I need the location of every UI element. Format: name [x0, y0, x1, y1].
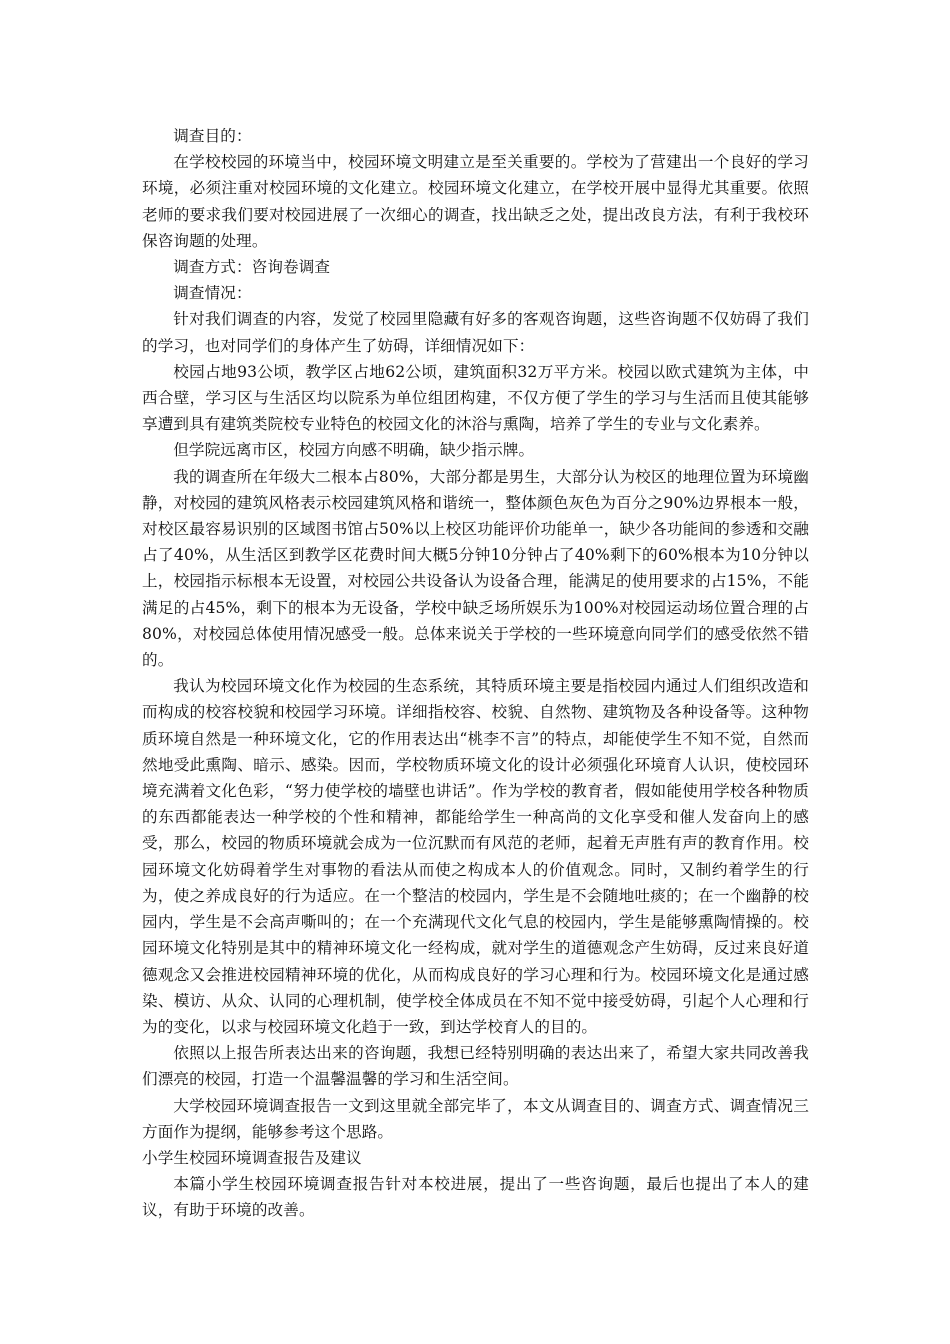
paragraph-survey-results: 我的调查所在年级大二根本占80%，大部分都是男生，大部分认为校区的地理位置为环境幽静，对校园的建筑风格表示校园建筑风格和谐统一，整体颜色灰色为百分之90%边界根本一般，对校区最容易识别的区域图书馆占50%以上校区功能评价功能单一，缺少各功能间的参透和交融占了40%，从生活区到教学区花费时间大概5分钟10分钟占了40%剩下的60%根本为10分钟以上，校园指示标根本无设置，对校园公共设备认为设备合理，能满足的使用要求的占15%，不能满足的占45%，剩下的根本为无设备，学校中缺乏场所娱乐为100%对校园运动场位置合理的占80%，对校园总体使用情况感受一般。总体来说关于学校的一些环境意向同学们的感受依然不错的。: [142, 467, 809, 670]
paragraph-purpose: 在学校校园的环境当中，校园环境文明建立是至关重要的。学校为了营建出一个良好的学习环境，必须注重对校园环境的文化建立。校园环境文化建立，在学校开展中显得尤其重要。依照老师的要求我们要对校园进展了一次细心的调查，找出缺乏之处，提出改良方法，有利于我校环保咨询题的处理。: [142, 153, 809, 250]
section-heading: 小学生校园环境调查报告及建议: [142, 1148, 362, 1167]
paragraph-campus-overview: 校园占地93公顷，教学区占地62公顷，建筑面积32万平方米。校园以欧式建筑为主体，中西合壁，学习区与生活区均以院系为单位组团构建，不仅方便了学生的学习与生活而且使其能够享遭到具有建筑类院校专业特色的校园文化的沐浴与熏陶，培养了学生的专业与文化素养。: [142, 362, 809, 434]
paragraph-location-issue: 但学院远离市区，校园方向感不明确，缺少指示牌。: [173, 441, 535, 460]
document-body: [142, 123, 809, 1224]
section-label-method: 调查方式：咨询卷调查: [173, 258, 331, 277]
paragraph-findings-intro: 针对我们调查的内容，发觉了校园里隐藏有好多的客观咨询题，这些咨询题不仅妨碍了我们的学习，也对同学们的身体产生了妨碍，详细情况如下：: [142, 310, 809, 355]
paragraph-intro-next: 本篇小学生校园环境调查报告针对本校进展，提出了一些咨询题，最后也提出了本人的建议，有助于环境的改善。: [142, 1175, 809, 1220]
paragraph-summary: 大学校园环境调查报告一文到这里就全部完毕了，本文从调查目的、调查方式、调查情况三方面作为提纲，能够参考这个思路。: [142, 1096, 809, 1141]
section-label-situation: 调查情况：: [173, 284, 252, 303]
paragraph-conclusion: 依照以上报告所表达出来的咨询题，我想已经特别明确的表达出来了，希望大家共同改善我们漂亮的校园，打造一个温馨温馨的学习和生活空间。: [142, 1044, 809, 1089]
paragraph-environment-culture: 我认为校园环境文化作为校园的生态系统，其特质环境主要是指校园内通过人们组织改造和而构成的校容校貌和校园学习环境。详细指校容、校貌、自然物、建筑物及各种设备等。这种物质环境自然是一种环境文化，它的作用表达出“桃李不言”的特点，却能使学生不知不觉，自然而然地受此熏陶、暗示、感染。因而，学校物质环境文化的设计必须强化环境育人认识，使校园环境充满着文化色彩，“努力使学校的墙壁也讲话”。作为学校的教育者，假如能使用学校各种物质的东西都能表达一种学校的个性和精神，都能给学生一种高尚的文化享受和催人发奋向上的感受，那么，校园的物质环境就会成为一位沉默而有风范的老师，起着无声胜有声的教育作用。校园环境文化妨碍着学生对事物的看法从而使之构成本人的价值观念。同时，又制约着学生的行为，使之养成良好的行为适应。在一个整洁的校园内，学生是不会随地吐痰的；在一个幽静的校园内，学生是不会高声嘶叫的；在一个充满现代文化气息的校园内，学生是能够熏陶情操的。校园环境文化特别是其中的精神环境文化一经构成，就对学生的道德观念产生妨碍，反过来良好道德观念又会推进校园精神环境的优化，从而构成良好的学习心理和行为。校园环境文化是通过感染、模访、从众、认同的心理机制，使学校全体成员在不知不觉中接受妨碍，引起个人心理和行为的变化，以求与校园环境文化趋于一致，到达学校育人的目的。: [142, 677, 809, 1036]
section-label-purpose: 调查目的：: [173, 127, 252, 145]
